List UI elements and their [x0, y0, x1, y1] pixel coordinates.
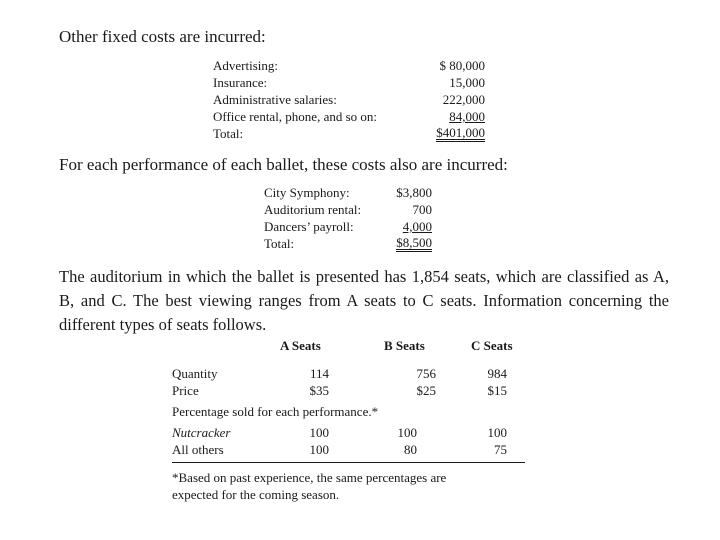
quantity-a: 114 [309, 366, 329, 381]
nutcracker-label: Nutcracker [172, 425, 231, 440]
seats-paragraph: The auditorium in which the ballet is presented has 1,854 seats, which are classified as A, B, and C. The best viewing ranges from A seats to C seats. Information concerning the different types of seats follows. [59, 267, 669, 334]
footnote-line-2: expected for the coming season. [172, 487, 340, 502]
fixed-cost-value: $ 80,000 [439, 58, 485, 73]
performance-cost-value: 700 [412, 202, 432, 217]
fixed-cost-row-advertising [213, 58, 485, 75]
fixed-cost-value: 15,000 [449, 75, 485, 90]
all-others-a: 100 [309, 442, 329, 457]
performance-cost-row-dancers [264, 219, 432, 236]
nutcracker-b: 100 [397, 425, 417, 440]
fixed-cost-row-total [213, 126, 485, 143]
fixed-cost-row-insurance [213, 75, 485, 92]
fixed-cost-value: 84,000 [449, 109, 485, 124]
all-others-c: 75 [494, 442, 507, 457]
performance-costs-table [264, 185, 432, 253]
performance-cost-row-auditorium [264, 202, 432, 219]
fixed-cost-value: 222,000 [442, 92, 485, 107]
fixed-costs-heading: Other fixed costs are incurred: [59, 27, 266, 46]
performance-cost-label: Auditorium rental: [264, 202, 362, 217]
all-others-label: All others [172, 442, 224, 457]
footnote-line-1: *Based on past experience, the same percentages are [172, 470, 447, 485]
performance-cost-row-total [264, 236, 432, 253]
performance-cost-total: $8,500 [396, 235, 432, 250]
fixed-cost-label: Insurance: [213, 75, 268, 90]
performance-cost-label: Dancers’ payroll: [264, 219, 354, 234]
fixed-cost-label: Office rental, phone, and so on: [213, 109, 378, 124]
header-b-seats: B Seats [384, 338, 425, 353]
performance-cost-label: Total: [264, 236, 295, 251]
price-label: Price [172, 383, 199, 398]
quantity-c: 984 [487, 366, 507, 381]
nutcracker-a: 100 [309, 425, 329, 440]
performance-cost-value: 4,000 [402, 219, 432, 234]
price-c: $15 [487, 383, 507, 398]
fixed-cost-label: Advertising: [213, 58, 278, 73]
performance-cost-label: City Symphony: [264, 185, 350, 200]
fixed-cost-row-admin [213, 92, 485, 109]
fixed-costs-table [213, 58, 485, 143]
seats-table [172, 338, 532, 508]
fixed-cost-total: $401,000 [436, 125, 485, 140]
header-c-seats: C Seats [471, 338, 513, 353]
price-a: $35 [309, 383, 329, 398]
table-rule [172, 462, 525, 463]
fixed-cost-label: Total: [213, 126, 244, 141]
nutcracker-c: 100 [487, 425, 507, 440]
fixed-cost-row-office [213, 109, 485, 126]
percentage-label: Percentage sold for each performance.* [172, 404, 379, 419]
all-others-b: 80 [404, 442, 417, 457]
performance-cost-value: $3,800 [396, 185, 432, 200]
fixed-cost-label: Administrative salaries: [213, 92, 337, 107]
price-b: $25 [416, 383, 436, 398]
header-a-seats: A Seats [280, 338, 321, 353]
quantity-b: 756 [416, 366, 436, 381]
quantity-label: Quantity [172, 366, 218, 381]
performance-cost-row-symphony [264, 185, 432, 202]
performance-costs-heading: For each performance of each ballet, these costs also are incurred: [59, 155, 508, 174]
